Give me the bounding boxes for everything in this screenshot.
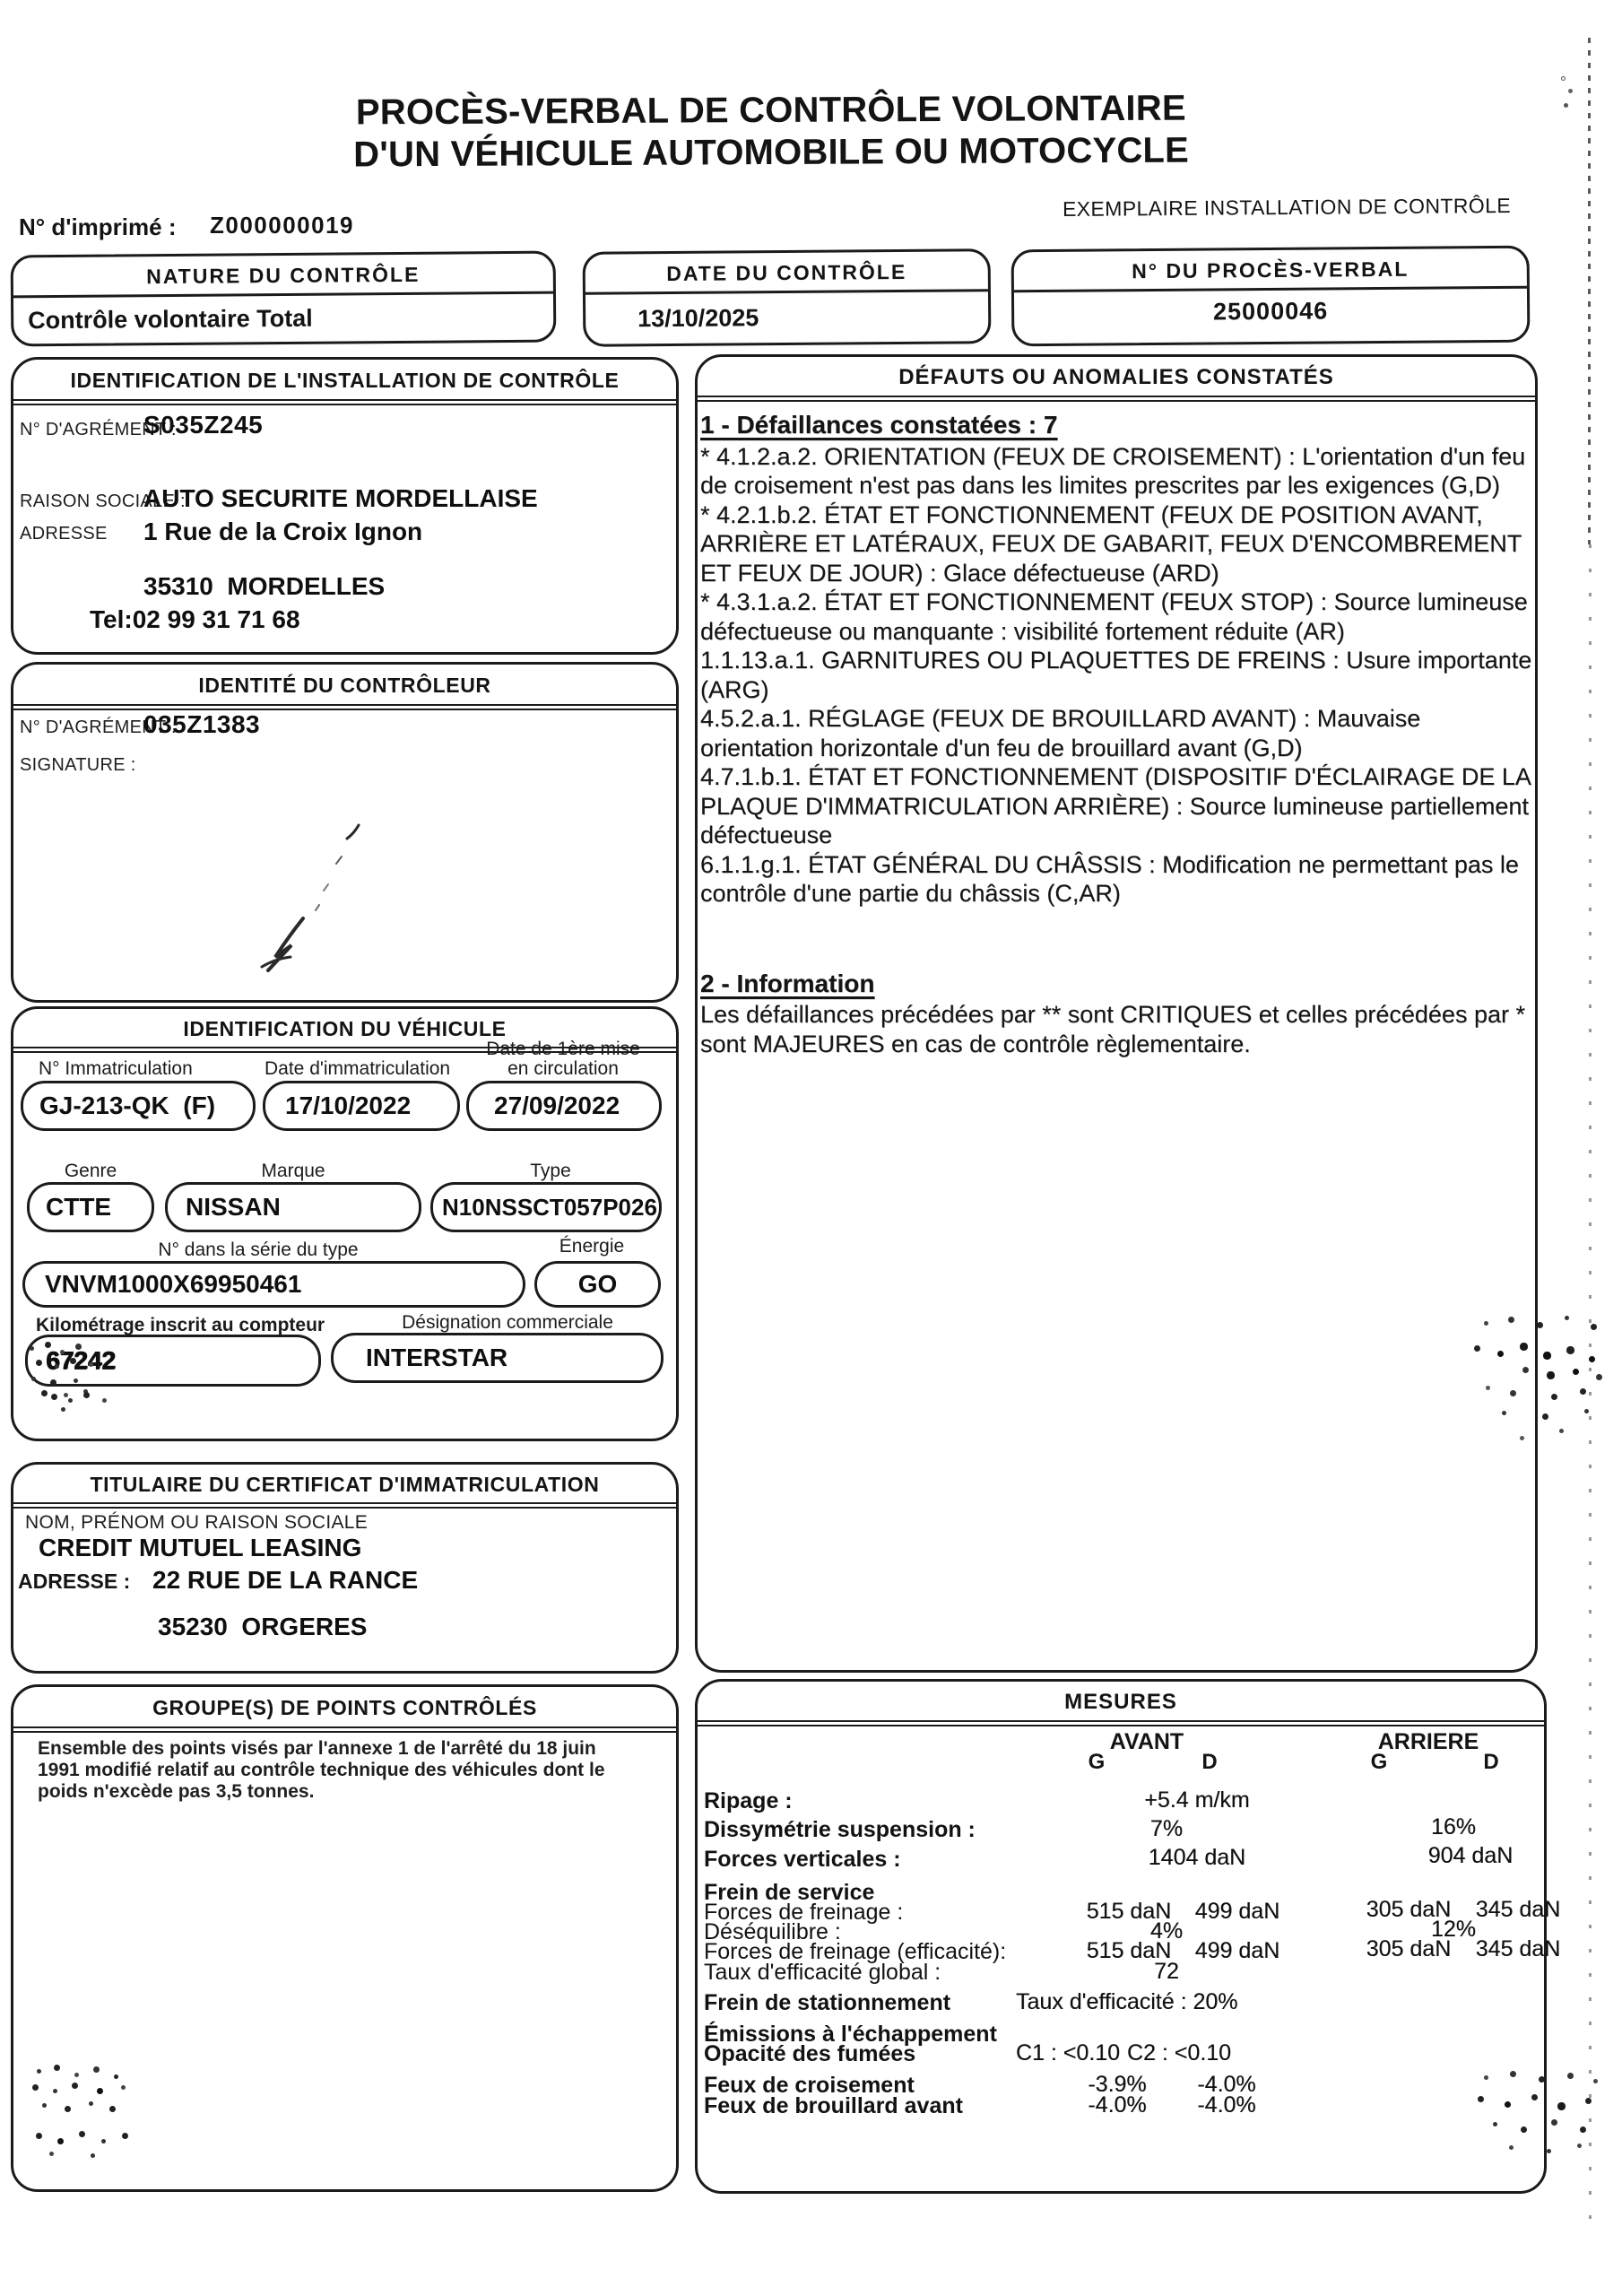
- kilometrage-label: Kilométrage inscrit au compteur: [36, 1315, 325, 1335]
- forces-freinage-avant-g: 515 daN: [1086, 1899, 1172, 1924]
- installation-adresse-value: 1 Rue de la Croix Ignon: [143, 517, 423, 545]
- controleur-agrement-value: 035Z1383: [143, 710, 261, 738]
- mesures-header: MESURES: [698, 1682, 1544, 1726]
- forces-freinage-efficacite-arriere-d: 345 daN: [1475, 1936, 1561, 1961]
- type-field: [430, 1182, 662, 1232]
- immatriculation-value: GJ-213-QK (F): [39, 1091, 216, 1119]
- mesures-box: [695, 1679, 1561, 2194]
- kilometrage-field: [25, 1335, 321, 1387]
- titulaire-nom-value: CREDIT MUTUEL LEASING: [39, 1534, 362, 1561]
- feux-brouillard-g: -4.0%: [1088, 2092, 1147, 2118]
- taux-efficacite-global-label: Taux d'efficacité global :: [704, 1960, 941, 1985]
- scan-artifact-specks-top-right: [1562, 77, 1565, 80]
- feux-brouillard-d: -4.0%: [1197, 2092, 1256, 2118]
- type-label: Type: [530, 1161, 571, 1181]
- installation-adresse-label: ADRESSE: [20, 524, 108, 544]
- taux-efficacite-global-value: 72: [1154, 1959, 1179, 1984]
- controleur-agrement-label: N° D'AGRÉMENT .: [20, 718, 177, 737]
- defauts-header: DÉFAUTS OU ANOMALIES CONSTATÉS: [698, 357, 1535, 402]
- defect-item: 4.7.1.b.1. ÉTAT ET FONCTIONNEMENT (DISPOSITIF D'ÉCLAIRAGE DE LA PLAQUE D'IMMATRICULATION ARRIÈRE) : Source lumineuse partiellement défectueuse: [700, 763, 1531, 848]
- genre-label: Genre: [64, 1161, 117, 1181]
- installation-raison-value: AUTO SECURITE MORDELLAISE: [143, 484, 538, 512]
- ripage-value: +5.4 m/km: [1144, 1787, 1250, 1813]
- installation-agrement-value: S035Z245: [143, 411, 264, 439]
- genre-field: [27, 1182, 154, 1232]
- frein-stationnement-label: Frein de stationnement: [704, 1990, 951, 2015]
- forces-verticales-arriere: 904 daN: [1427, 1843, 1514, 1868]
- forces-freinage-avant-d: 499 daN: [1194, 1899, 1280, 1924]
- scan-artifact-dashed-line-top: [1588, 38, 1591, 544]
- energie-label: Énergie: [559, 1236, 625, 1257]
- date-circulation-value: 27/09/2022: [494, 1091, 620, 1119]
- defect-item: * 4.3.1.a.2. ÉTAT ET FONCTIONNEMENT (FEUX STOP) : Source lumineuse défectueuse ou manquante : visibilité fortement réduite (AR): [700, 588, 1528, 645]
- print-number-label: N° d'imprimé :: [19, 213, 177, 240]
- mesures-col-avant-g: G: [1088, 1750, 1106, 1774]
- serie-type-field: [22, 1261, 525, 1308]
- installation-agrement-label: N° D'AGRÉMENT :: [20, 420, 177, 439]
- controleur-header: IDENTITÉ DU CONTRÔLEUR: [13, 665, 676, 710]
- forces-freinage-efficacite-label: Forces de freinage (efficacité):: [704, 1939, 1007, 1964]
- scan-artifact-specks-km-below: [49, 1392, 52, 1395]
- controller-signature-scribble: [249, 818, 379, 972]
- mesures-col-arriere-g: G: [1370, 1750, 1388, 1774]
- date-circulation-label-1: Date de 1ère mise: [486, 1039, 640, 1059]
- date-controle-box: [583, 248, 992, 347]
- information-text: Les défaillances précédées par ** sont CRITIQUES et celles précédées par * sont MAJEURES en cas de contrôle règlementaire.: [700, 1001, 1525, 1057]
- energie-value: GO: [577, 1270, 618, 1298]
- document-title-line1: PROCÈS-VERBAL DE CONTRÔLE VOLONTAIRE: [355, 88, 1186, 133]
- scan-artifact-specks-right-mid: [1467, 1311, 1470, 1314]
- forces-freinage-arriere-g: 305 daN: [1366, 1897, 1452, 1922]
- defect-item: 6.1.1.g.1. ÉTAT GÉNÉRAL DU CHÂSSIS : Modification ne permettant pas le contrôle d'une partie du châssis (C,AR): [700, 850, 1519, 907]
- energie-field: [534, 1261, 661, 1308]
- forces-freinage-efficacite-arriere-g: 305 daN: [1366, 1936, 1452, 1961]
- installation-ville-value: 35310 MORDELLES: [143, 572, 386, 600]
- marque-label: Marque: [261, 1161, 325, 1181]
- forces-freinage-efficacite-avant-d: 499 daN: [1194, 1938, 1280, 1963]
- document-title: [251, 87, 1291, 177]
- forces-verticales-label: Forces verticales :: [704, 1847, 901, 1872]
- frein-stationnement-value: Taux d'efficacité : 20%: [1016, 1989, 1238, 2014]
- dissymetrie-arriere: 16%: [1430, 1814, 1477, 1839]
- print-number-value: Z000000019: [210, 212, 355, 239]
- mesures-col-avant: AVANT: [1109, 1729, 1184, 1754]
- date-controle-header: DATE DU CONTRÔLE: [585, 251, 988, 295]
- defect-item: 1.1.13.a.1. GARNITURES OU PLAQUETTES DE FREINS : Usure importante (ARG): [700, 647, 1532, 703]
- date-circulation-field: [466, 1081, 662, 1131]
- serie-type-label: N° dans la série du type: [158, 1239, 359, 1260]
- date-immatriculation-label: Date d'immatriculation: [265, 1058, 451, 1079]
- forces-freinage-arriere-d: 345 daN: [1475, 1897, 1561, 1922]
- serie-type-value: VNVM1000X69950461: [45, 1270, 302, 1298]
- mesures-col-avant-d: D: [1201, 1750, 1218, 1774]
- frein-service-label: Frein de service: [704, 1880, 875, 1905]
- type-value: N10NSSCT057P026: [442, 1193, 657, 1221]
- forces-freinage-efficacite-avant-g: 515 daN: [1086, 1938, 1172, 1963]
- defaillances-heading: 1 - Défaillances constatées : 7: [700, 411, 1058, 439]
- feux-croisement-d: -4.0%: [1197, 2072, 1256, 2097]
- scan-artifact-dashed-line-bottom: [1589, 544, 1592, 2239]
- groupes-text: Ensemble des points visés par l'annexe 1 de l'arrêté du 18 juin 1991 modifié relatif au contrôle technique des véhicules dont le poids n'excède pas 3,5 tonnes.: [38, 1738, 605, 1802]
- numero-pv-value: 25000046: [1212, 297, 1329, 326]
- immatriculation-label: N° Immatriculation: [39, 1058, 193, 1079]
- marque-value: NISSAN: [186, 1193, 281, 1221]
- installation-tel-value: Tel:02 99 31 71 68: [90, 605, 300, 633]
- installation-raison-label: RAISON SOCIALE :: [20, 491, 186, 511]
- forces-verticales-avant: 1404 daN: [1148, 1845, 1246, 1870]
- ripage-label: Ripage :: [704, 1788, 793, 1813]
- feux-brouillard-label: Feux de brouillard avant: [704, 2093, 963, 2118]
- nature-controle-box: [11, 251, 557, 347]
- kilometrage-value: 67242: [46, 1346, 116, 1374]
- scan-artifact-specks-km: [25, 1338, 28, 1341]
- information-heading: 2 - Information: [700, 969, 875, 997]
- date-immatriculation-field: [263, 1081, 460, 1131]
- mesures-col-arriere: ARRIERE: [1377, 1729, 1479, 1754]
- desequilibre-arriere: 12%: [1430, 1917, 1477, 1942]
- dissymetrie-label: Dissymétrie suspension :: [704, 1817, 976, 1842]
- defect-item: 4.5.2.a.1. RÉGLAGE (FEUX DE BROUILLARD AVANT) : Mauvaise orientation horizontale d'un feu de brouillard avant (G,D): [700, 705, 1421, 761]
- date-immatriculation-value: 17/10/2022: [285, 1091, 412, 1119]
- defauts-content: [700, 411, 1536, 1058]
- titulaire-ville-value: 35230 ORGERES: [158, 1613, 368, 1640]
- genre-value: CTTE: [46, 1193, 112, 1221]
- defect-item: * 4.2.1.b.2. ÉTAT ET FONCTIONNEMENT (FEUX DE POSITION AVANT, ARRIÈRE ET LATÉRAUX, FEUX DE GABARIT, FEUX D'ENCOMBREMENT ET FEUX DE JOUR) : Glace défectueuse (ARD): [700, 500, 1522, 587]
- scan-artifact-specks-bottom-right: [1472, 2067, 1475, 2070]
- designation-field: [331, 1333, 664, 1383]
- titulaire-nom-label: NOM, PRÉNOM OU RAISON SOCIALE: [25, 1512, 369, 1533]
- scan-artifact-specks-bottom-left: [29, 2063, 31, 2066]
- designation-value: INTERSTAR: [366, 1344, 508, 1371]
- titulaire-adresse-value: 22 RUE DE LA RANCE: [152, 1566, 419, 1594]
- feux-croisement-label: Feux de croisement: [704, 2073, 915, 2098]
- dissymetrie-avant: 7%: [1149, 1816, 1184, 1841]
- nature-controle-value: Contrôle volontaire Total: [28, 304, 313, 335]
- immatriculation-field: [21, 1081, 256, 1131]
- forces-freinage-label: Forces de freinage :: [704, 1900, 904, 1925]
- titulaire-adresse-label: ADRESSE :: [18, 1570, 131, 1593]
- designation-label: Désignation commerciale: [402, 1312, 613, 1333]
- opacite-label: Opacité des fumées: [704, 2041, 916, 2066]
- copy-type-label: EXEMPLAIRE INSTALLATION DE CONTRÔLE: [1062, 194, 1512, 221]
- titulaire-header: TITULAIRE DU CERTIFICAT D'IMMATRICULATION: [13, 1465, 676, 1509]
- desequilibre-label: Déséquilibre :: [704, 1919, 841, 1944]
- mesures-col-arriere-d: D: [1483, 1750, 1499, 1774]
- numero-pv-box: [1011, 246, 1531, 347]
- vehicule-header: IDENTIFICATION DU VÉHICULE: [13, 1009, 676, 1053]
- date-circulation-label-2: en circulation: [507, 1058, 619, 1079]
- document-title-line2: D'UN VÉHICULE AUTOMOBILE OU MOTOCYCLE: [353, 130, 1190, 175]
- numero-pv-header: N° DU PROCÈS-VERBAL: [1014, 248, 1527, 292]
- controleur-signature-label: SIGNATURE :: [20, 755, 136, 775]
- feux-croisement-g: -3.9%: [1088, 2072, 1147, 2097]
- opacite-c1-value: C1 : <0.10: [1016, 2040, 1121, 2066]
- desequilibre-avant: 4%: [1149, 1918, 1184, 1944]
- marque-field: [165, 1182, 421, 1232]
- defect-item: * 4.1.2.a.2. ORIENTATION (FEUX DE CROISEMENT) : L'orientation d'un feu de croisement n'est pas dans les limites prescrites par les exigences (G,D): [700, 442, 1526, 499]
- opacite-c2-value: C2 : <0.10: [1127, 2040, 1232, 2066]
- emissions-label: Émissions à l'échappement: [704, 2022, 997, 2047]
- date-controle-value: 13/10/2025: [638, 304, 759, 333]
- installation-header: IDENTIFICATION DE L'INSTALLATION DE CONTRÔLE: [13, 360, 676, 405]
- nature-controle-header: NATURE DU CONTRÔLE: [13, 254, 553, 299]
- groupes-header: GROUPE(S) DE POINTS CONTRÔLÉS: [13, 1687, 676, 1733]
